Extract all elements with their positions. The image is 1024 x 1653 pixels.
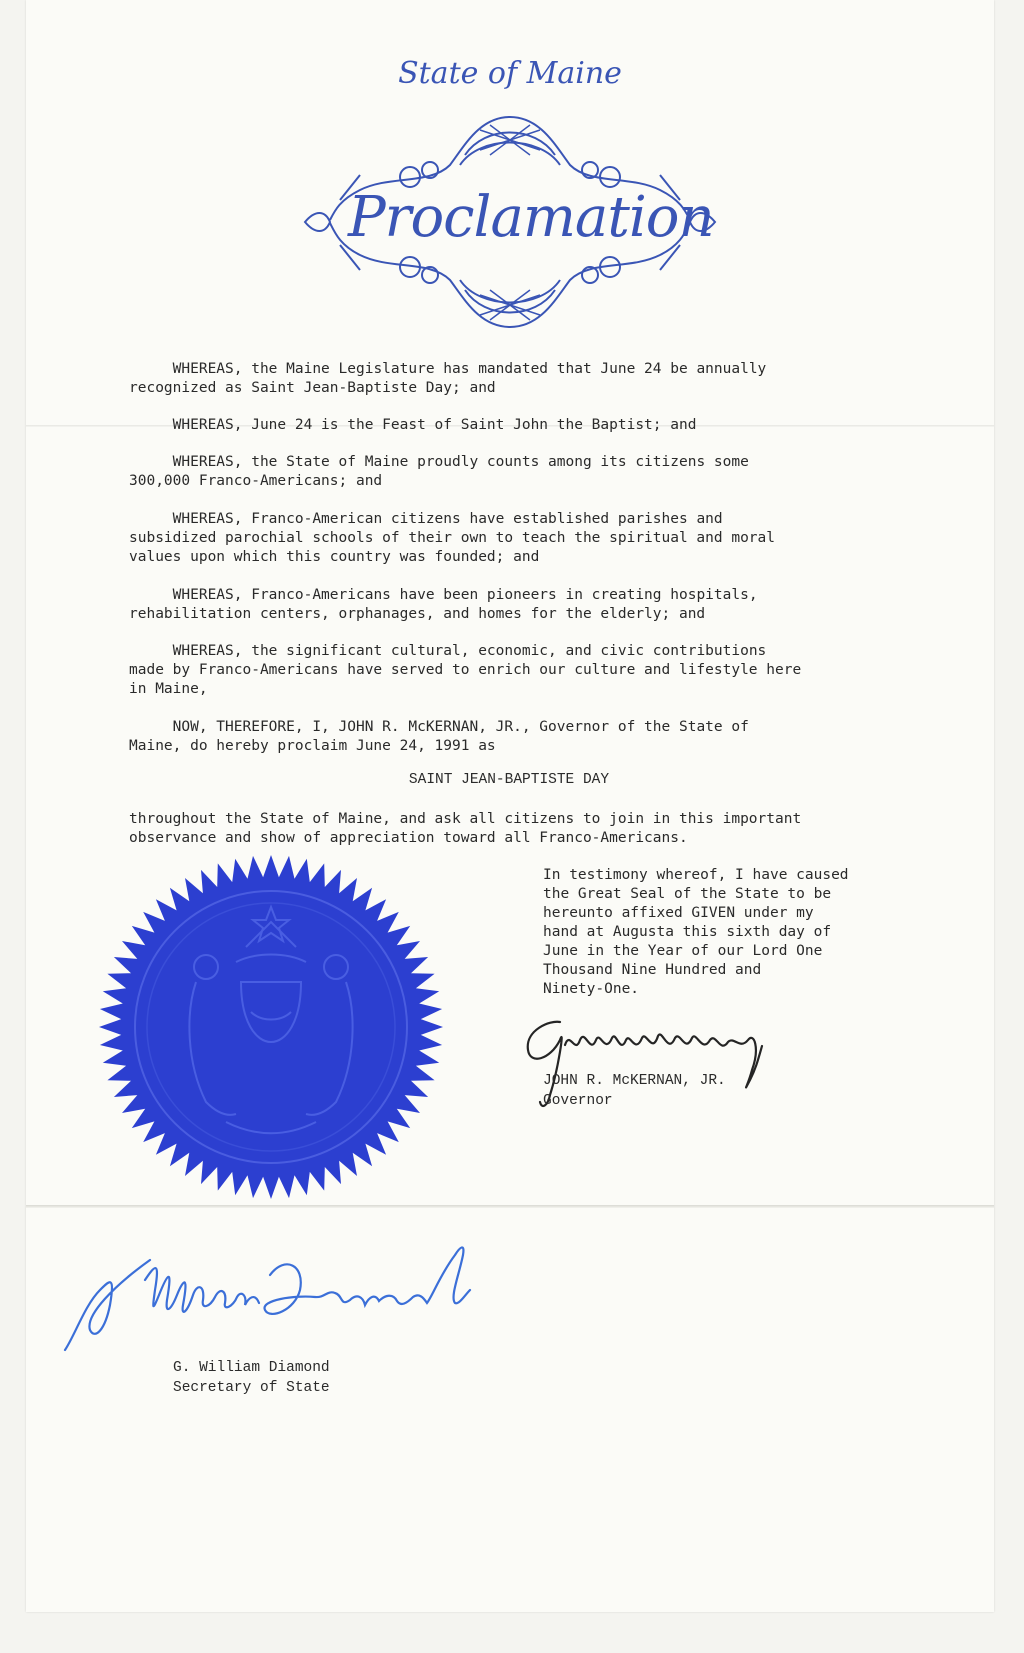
governor-title: Governor <box>543 1093 613 1109</box>
whereas-paragraph-4: WHEREAS, Franco-American citizens have established parishes and subsidized parochial schools of their own to teach the spiritual and moral values upon which this country was founded; and <box>129 511 776 565</box>
whereas-paragraph-1: WHEREAS, the Maine Legislature has mandated that June 24 be annually recognized as Saint Jean-Baptiste Day; and <box>129 361 767 396</box>
whereas-paragraph-2: WHEREAS, June 24 is the Feast of Saint John the Baptist; and <box>129 417 697 433</box>
header-state-of-maine: State of Maine <box>398 56 622 91</box>
paper-fold-lower <box>26 1205 994 1208</box>
whereas-paragraph-5: WHEREAS, Franco-Americans have been pioneers in creating hospitals, rehabilitation centers, orphanages, and homes for the elderly; and <box>129 587 758 622</box>
great-seal-icon <box>96 852 446 1202</box>
secretary-signature-icon <box>55 1235 515 1365</box>
testimony-text: In testimony whereof, I have caused the Great Seal of the State to be hereunto affixed GIVEN under my hand at Augusta this sixth day of June in the Year of our Lord One Thousand Nine Hundred and Ninety-One. <box>543 867 849 997</box>
day-title: SAINT JEAN-BAPTISTE DAY <box>408 772 610 788</box>
closing-paragraph: throughout the State of Maine, and ask all citizens to join in this important observance and show of appreciation toward all Franco-Americans. <box>129 811 802 846</box>
proclamation-title: Proclamation <box>348 185 714 250</box>
governor-name: JOHN R. McKERNAN, JR. <box>543 1073 726 1089</box>
whereas-paragraph-6: WHEREAS, the significant cultural, economic, and civic contributions made by Franco-Americans have served to enrich our culture and lifestyle here in Maine, <box>129 643 802 697</box>
therefore-paragraph: NOW, THEREFORE, I, JOHN R. McKERNAN, JR., Governor of the State of Maine, do hereby proclaim June 24, 1991 as <box>129 719 749 754</box>
secretary-title: Secretary of State <box>173 1380 330 1396</box>
secretary-name: G. William Diamond <box>173 1360 330 1376</box>
whereas-paragraph-3: WHEREAS, the State of Maine proudly counts among its citizens some 300,000 Franco-Americans; and <box>129 454 749 489</box>
